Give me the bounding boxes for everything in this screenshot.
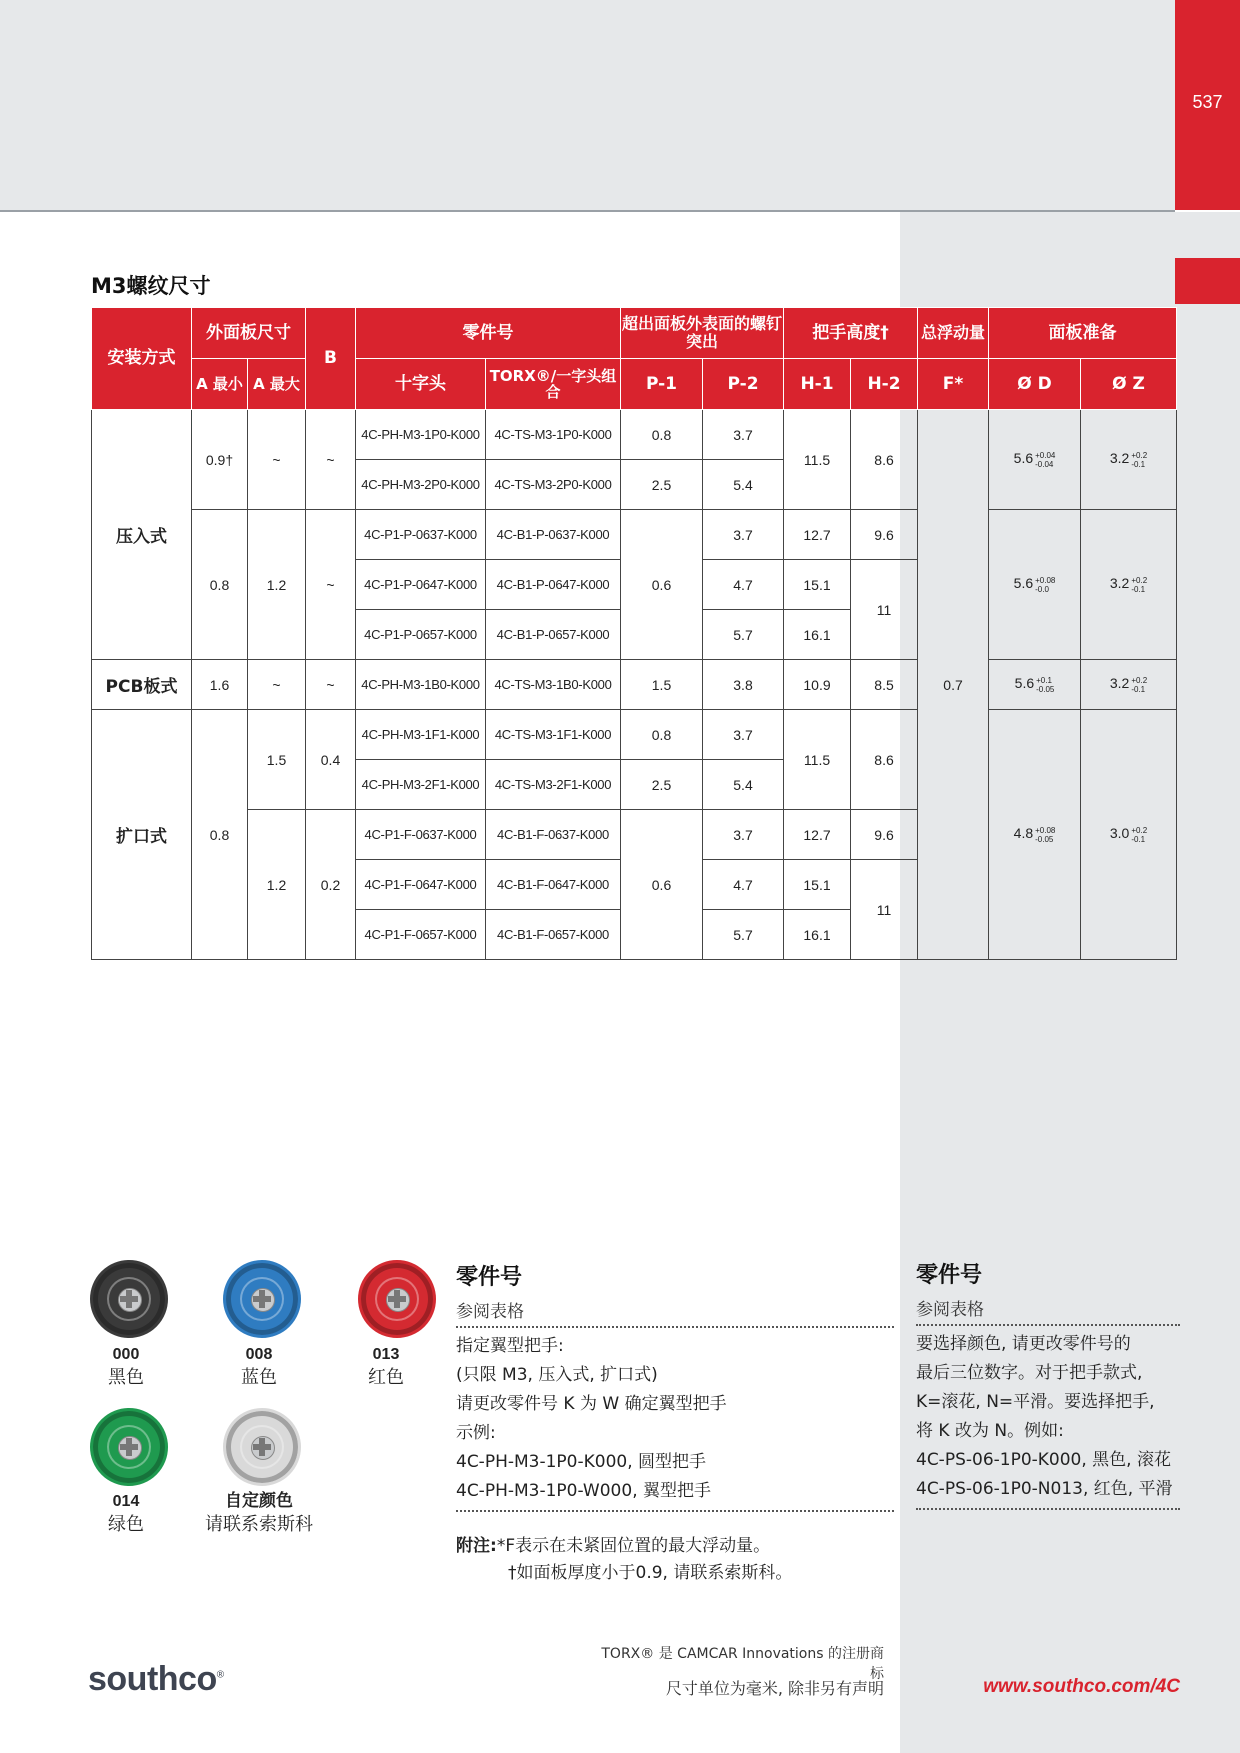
th-torx: TORX®/一字头组合 [486, 359, 621, 410]
cell-od: 5.6 +0.1 -0.05 [989, 660, 1081, 710]
th-part-no: 零件号 [356, 308, 621, 359]
part-number-subheading: 参阅表格 [456, 1302, 524, 1322]
cell-h2: 11 [851, 860, 918, 960]
cell-oz: 3.2 +0.2 -0.1 [1081, 410, 1177, 510]
color-label-red: 013 红色 [368, 1346, 404, 1388]
units-note: 尺寸单位为毫米, 除非另有声明 [665, 1679, 884, 1698]
cell-part-torx: 4C-TS-M3-1B0-K000 [486, 660, 621, 710]
cell-oz: 3.2 +0.2 -0.1 [1081, 510, 1177, 660]
cell-p1: 0.8 [621, 710, 703, 760]
divider [916, 1508, 1180, 1510]
th-protrusion: 超出面板外表面的螺钉突出 [621, 308, 784, 359]
cell-a-max: ~ [248, 660, 306, 710]
cell-part-phillips: 4C-PH-M3-1F1-K000 [356, 710, 486, 760]
divider [916, 1324, 1180, 1326]
knob-black-swatch [90, 1260, 168, 1338]
divider [456, 1326, 894, 1328]
section-marker [1175, 258, 1240, 304]
cell-part-phillips: 4C-P1-P-0637-K000 [356, 510, 486, 560]
th-mount: 安装方式 [92, 308, 192, 410]
th-h1: H-1 [784, 359, 851, 410]
cell-od: 5.6 +0.04 -0.04 [989, 410, 1081, 510]
cell-h1: 15.1 [784, 560, 851, 610]
th-handle-height: 把手高度† [784, 308, 918, 359]
th-float: 总浮动量 [918, 308, 989, 359]
cell-part-phillips: 4C-P1-F-0657-K000 [356, 910, 486, 960]
group-label-press-in: 压入式 [92, 410, 192, 660]
cell-part-torx: 4C-B1-F-0637-K000 [486, 810, 621, 860]
cell-part-torx: 4C-TS-M3-1F1-K000 [486, 710, 621, 760]
cell-h1: 12.7 [784, 510, 851, 560]
th-p2: P-2 [703, 359, 784, 410]
th-a-min: A 最小 [192, 359, 248, 410]
cell-h1: 12.7 [784, 810, 851, 860]
cell-p2: 5.7 [703, 910, 784, 960]
cell-a-min: 0.9† [192, 410, 248, 510]
cell-b: 0.2 [306, 810, 356, 960]
cell-p1: 2.5 [621, 460, 703, 510]
cell-p1: 0.6 [621, 810, 703, 960]
cell-oz: 3.2 +0.2 -0.1 [1081, 660, 1177, 710]
cell-p2: 3.7 [703, 710, 784, 760]
th-b: B [306, 308, 356, 410]
cell-a-max: ~ [248, 410, 306, 510]
knob-green-swatch [90, 1408, 168, 1486]
table-row [92, 660, 1177, 710]
cell-h2: 8.6 [851, 410, 918, 510]
group-label-flare: 扩口式 [92, 710, 192, 960]
cell-part-torx: 4C-B1-P-0637-K000 [486, 510, 621, 560]
cell-p1: 2.5 [621, 760, 703, 810]
cell-part-phillips: 4C-PH-M3-2P0-K000 [356, 460, 486, 510]
th-oz: Ø Z [1081, 359, 1177, 410]
cell-part-phillips: 4C-PH-M3-1B0-K000 [356, 660, 486, 710]
part-number-heading-right: 零件号 [916, 1263, 983, 1288]
section-title: M3螺纹尺寸 [91, 274, 211, 298]
cell-b: ~ [306, 660, 356, 710]
cell-part-torx: 4C-TS-M3-2F1-K000 [486, 760, 621, 810]
cell-b: ~ [306, 510, 356, 660]
th-a-max: A 最大 [248, 359, 306, 410]
cell-h1: 11.5 [784, 410, 851, 510]
cell-h2: 9.6 [851, 510, 918, 560]
cell-a-min: 0.8 [192, 510, 248, 660]
cell-p1: 0.6 [621, 510, 703, 660]
color-label-green: 014 绿色 [108, 1493, 144, 1535]
th-outer-panel: 外面板尺寸 [192, 308, 306, 359]
cell-h2: 8.6 [851, 710, 918, 810]
website-link[interactable]: www.southco.com/4C [983, 1676, 1180, 1697]
cell-p2: 3.7 [703, 510, 784, 560]
cell-part-torx: 4C-B1-F-0657-K000 [486, 910, 621, 960]
cell-h1: 16.1 [784, 610, 851, 660]
cell-p2: 5.4 [703, 760, 784, 810]
table-row [92, 510, 1177, 560]
part-number-instructions: 指定翼型把手: (只限 M3, 压入式, 扩口式) 请更改零件号 K 为 W 确定翼型把手 示例: 4C-PH-M3-1P0-K000, 圆型把手 4C-PH-M3-1P0-W000, 翼型把手 [456, 1336, 727, 1501]
cell-p2: 4.7 [703, 560, 784, 610]
cell-p2: 4.7 [703, 860, 784, 910]
trademark-note: TORX® 是 CAMCAR Innovations 的注册商标 [601, 1646, 884, 1682]
page-number: 537 [1192, 92, 1223, 112]
cell-od: 4.8 +0.08 -0.05 [989, 710, 1081, 960]
cell-a-min: 0.8 [192, 710, 248, 960]
cell-h2: 9.6 [851, 810, 918, 860]
part-number-heading: 零件号 [456, 1265, 523, 1290]
cell-b: 0.4 [306, 710, 356, 810]
cell-h1: 11.5 [784, 710, 851, 810]
cell-a-max: 1.2 [248, 510, 306, 660]
cell-h1: 16.1 [784, 910, 851, 960]
spec-table [91, 307, 1177, 960]
southco-logo: southco® [88, 1660, 224, 1698]
header-band [0, 0, 1175, 212]
knob-red-swatch [358, 1260, 436, 1338]
color-label-black: 000 黑色 [108, 1346, 144, 1388]
cell-h1: 10.9 [784, 660, 851, 710]
cell-part-phillips: 4C-P1-F-0647-K000 [356, 860, 486, 910]
cell-float: 0.7 [918, 410, 989, 960]
color-label-blue: 008 蓝色 [241, 1346, 277, 1388]
th-panel-prep: 面板准备 [989, 308, 1177, 359]
note-label: 附注: [456, 1536, 497, 1556]
cell-h2: 11 [851, 560, 918, 660]
table-row [92, 410, 1177, 460]
footnote-block: 附注:*F表示在未紧固位置的最大浮动量。 †如面板厚度小于0.9, 请联系索斯科。 [456, 1536, 793, 1583]
cell-part-phillips: 4C-P1-P-0657-K000 [356, 610, 486, 660]
cell-h1: 15.1 [784, 860, 851, 910]
cell-p2: 3.7 [703, 410, 784, 460]
table-row [92, 710, 1177, 760]
group-label-pcb: PCB板式 [92, 660, 192, 710]
cell-p2: 3.7 [703, 810, 784, 860]
color-selection-instructions: 要选择颜色, 请更改零件号的 最后三位数字。对于把手款式, K=滚花, N=平滑。要选择把手, 将 K 改为 N。例如: 4C-PS-06-1P0-K000, 黑色, 滚花 4C-PS-06-1P0-N013, 红色, 平滑 [916, 1334, 1173, 1499]
cell-part-phillips: 4C-P1-F-0637-K000 [356, 810, 486, 860]
cell-p2: 5.7 [703, 610, 784, 660]
th-h2: H-2 [851, 359, 918, 410]
part-number-subheading-right: 参阅表格 [916, 1300, 984, 1320]
cell-od: 5.6 +0.08 -0.0 [989, 510, 1081, 660]
cell-b: ~ [306, 410, 356, 510]
th-phillips: 十字头 [356, 359, 486, 410]
cell-part-torx: 4C-B1-P-0647-K000 [486, 560, 621, 610]
cell-p1: 1.5 [621, 660, 703, 710]
cell-part-torx: 4C-TS-M3-1P0-K000 [486, 410, 621, 460]
divider [456, 1510, 894, 1512]
cell-part-torx: 4C-B1-P-0657-K000 [486, 610, 621, 660]
cell-part-torx: 4C-TS-M3-2P0-K000 [486, 460, 621, 510]
cell-part-phillips: 4C-P1-P-0647-K000 [356, 560, 486, 610]
cell-h2: 8.5 [851, 660, 918, 710]
cell-part-phillips: 4C-PH-M3-1P0-K000 [356, 410, 486, 460]
cell-a-min: 1.6 [192, 660, 248, 710]
cell-part-torx: 4C-B1-F-0647-K000 [486, 860, 621, 910]
cell-part-phillips: 4C-PH-M3-2F1-K000 [356, 760, 486, 810]
th-f: F* [918, 359, 989, 410]
cell-p2: 3.8 [703, 660, 784, 710]
knob-custom-swatch [223, 1408, 301, 1486]
cell-p2: 5.4 [703, 460, 784, 510]
th-od: Ø D [989, 359, 1081, 410]
color-label-custom: 自定颜色 请联系索斯科 [205, 1491, 313, 1535]
cell-p1: 0.8 [621, 410, 703, 460]
cell-oz: 3.0 +0.2 -0.1 [1081, 710, 1177, 960]
knob-blue-swatch [223, 1260, 301, 1338]
cell-a-max: 1.5 [248, 710, 306, 810]
cell-a-max: 1.2 [248, 810, 306, 960]
th-p1: P-1 [621, 359, 703, 410]
